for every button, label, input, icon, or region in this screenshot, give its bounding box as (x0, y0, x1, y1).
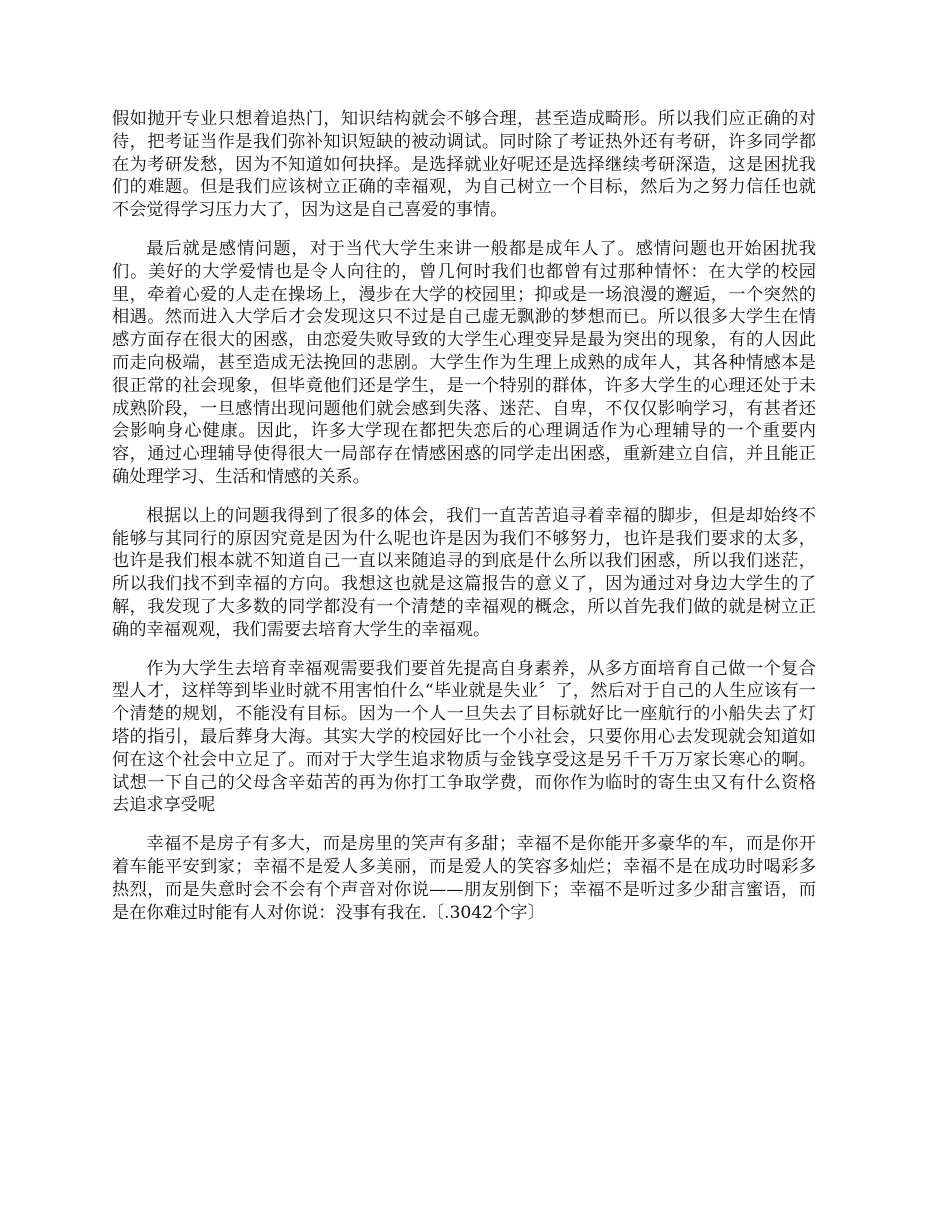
paragraph-reflection: 根据以上的问题我得到了很多的体会，我们一直苦苦追寻着幸福的脚步，但是却始终不能够与其同行的原因究竟是因为什么呢也许是因为我们不够努力，也许是我们要求的太多，也许是我们根本就不知道自己一直以来随追寻的到底是什么所以我们困惑，所以我们迷茫，所以我们找不到幸福的方向。我想这也就是这篇报告的意义了，因为通过对身边大学生的了解，我发现了大多数的同学都没有一个清楚的幸福观的概念，所以首先我们做的就是树立正确的幸福观观，我们需要去培育大学生的幸福观。 (112, 505, 816, 640)
paragraph-continuation: 假如抛开专业只想着追热门，知识结构就会不够合理，甚至造成畸形。所以我们应正确的对待，把考证当作是我们弥补知识短缺的被动调试。同时除了考证热外还有考研，许多同学都在为考研发愁，因为不知道如何抉择。是选择就业好呢还是选择继续考研深造，这是困扰我们的难题。但是我们应该树立正确的幸福观，为自己树立一个目标，然后为之努力信任也就不会觉得学习压力大了，因为这是自己喜爱的事情。 (112, 109, 816, 221)
paragraph-cultivation: 作为大学生去培育幸福观需要我们要首先提高自身素养，从多方面培育自己做一个复合型人才，这样等到毕业时就不用害怕什么“毕业就是失业〞了，然后对于自己的人生应该有一个清楚的规划，不能没有目标。因为一个人一旦失去了目标就好比一座航行的小船失去了灯塔的指引，最后葬身大海。其实大学的校园好比一个小社会，只要你用心去发现就会知道如何在这个社会中立足了。而对于大学生追求物质与金钱享受这是另千千万万家长寒心的啊。试想一下自己的父母含辛茹苦的再为你打工争取学费，而你作为临时的寄生虫又有什么资格去追求享受呢 (112, 658, 816, 816)
paragraph-happiness: 幸福不是房子有多大，而是房里的笑声有多甜；幸福不是你能开多豪华的车，而是你开着车能平安到家；幸福不是爱人多美丽，而是爱人的笑容多灿烂；幸福不是在成功时喝彩多热烈，而是失意时会不会有个声音对你说——朋友别倒下；幸福不是听过多少甜言蜜语，而是在你难过时能有人对你说：没事有我在.〔.3042个字〕 (112, 834, 816, 923)
paragraph-emotion: 最后就是感情问题，对于当代大学生来讲一般都是成年人了。感情问题也开始困扰我们。美好的大学爱情也是令人向往的，曾几何时我们也都曾有过那种情怀：在大学的校园里，牵着心爱的人走在操场上，漫步在大学的校园里；抑或是一场浪漫的邂逅，一个突然的相遇。然而进入大学后才会发现这只不过是自己虚无飘渺的梦想而已。所以很多大学生在情感方面存在很大的困惑，由恋爱失败导致的大学生心理变异是最为突出的现象，有的人因此而走向极端，甚至造成无法挽回的悲剧。大学生作为生理上成熟的成年人，其各种情感本是很正常的社会现象，但毕竟他们还是学生，是一个特别的群体，许多大学生的心理还处于未成熟阶段，一旦感情出现问题他们就会感到失落、迷茫、自卑，不仅仅影响学习，有甚者还会影响身心健康。因此，许多大学现在都把失恋后的心理调适作为心理辅导的一个重要内容，通过心理辅导使得很大一局部存在情感困惑的同学走出困惑，重新建立自信，并且能正确处理学习、生活和情感的关系。 (112, 238, 816, 487)
